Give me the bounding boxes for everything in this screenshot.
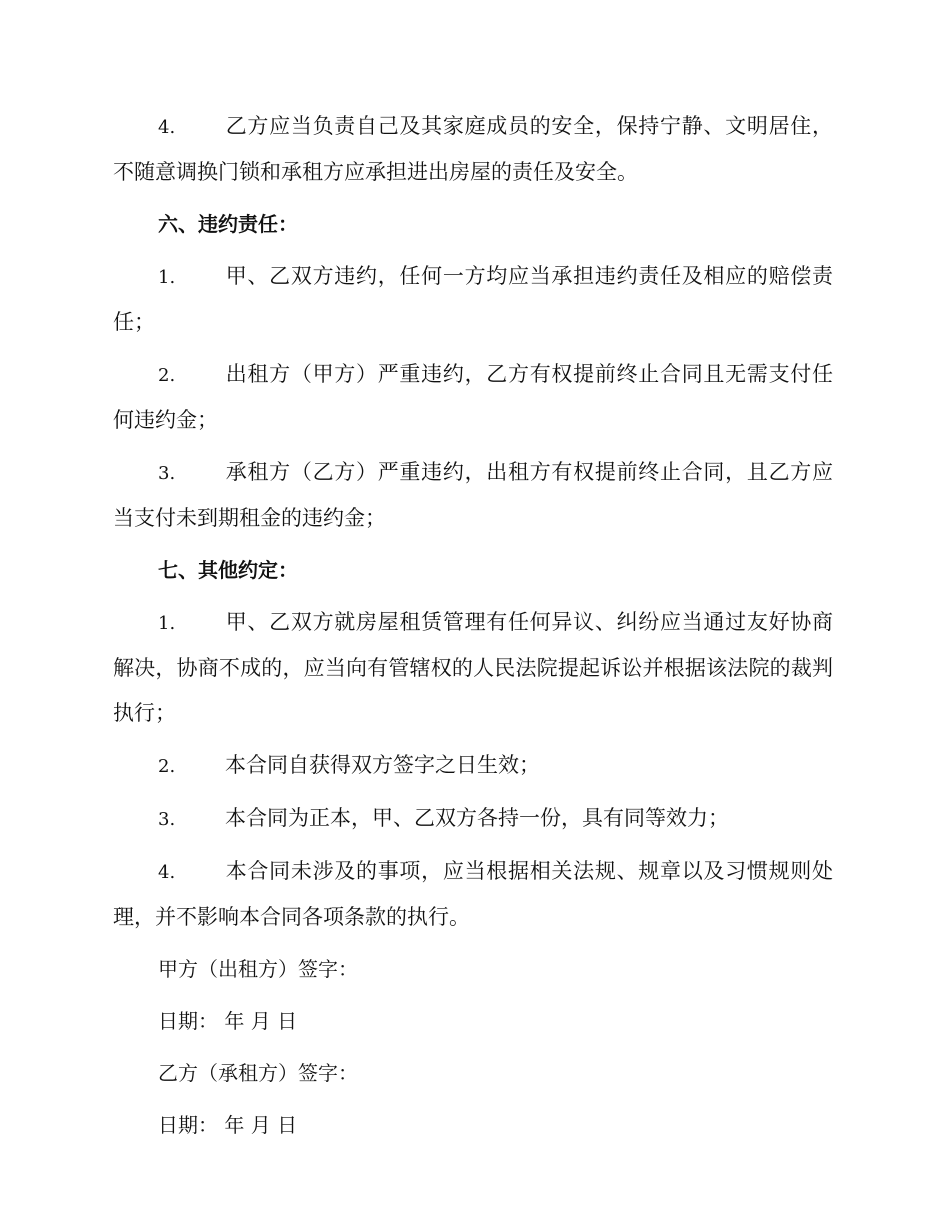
item-number: 2. (158, 756, 176, 777)
item-text: 甲、乙双方就房屋租赁管理有任何异议、纠纷应当通过友好协商解决，协商不成的，应当向有管辖权的人民法院提起诉讼并根据该法院的裁判执行； (113, 610, 833, 725)
party-b-date: 日期： 年 月 日 (158, 1113, 298, 1137)
party-a-signature: 甲方（出租方）签字： (158, 957, 358, 981)
item-number: 3. (158, 809, 176, 830)
item-number: 2. (158, 365, 176, 386)
item-text: 乙方应当负责自己及其家庭成员的安全，保持宁静、文明居住，不随意调换门锁和承租方应承担进出房屋的责任及安全。 (113, 114, 833, 184)
section-6-item-3 (113, 450, 833, 541)
section-6-item-1 (113, 254, 833, 345)
item-text: 承租方（乙方）严重违约，出租方有权提前终止合同，且乙方应当支付未到期租金的违约金； (113, 460, 833, 530)
section-6-item-2 (113, 352, 833, 443)
item-text: 出租方（甲方）严重违约，乙方有权提前终止合同且无需支付任何违约金； (113, 362, 833, 432)
item-text: 本合同自获得双方签字之日生效； (225, 753, 540, 777)
item-number: 1. (158, 267, 176, 288)
section-7-item-2 (113, 743, 833, 789)
section-7-heading: 七、其他约定： (158, 558, 298, 582)
document-body (113, 104, 833, 1155)
section-7-item-4 (113, 849, 833, 940)
item-text: 本合同为正本，甲、乙双方各持一份，具有同等效力； (225, 806, 729, 830)
item-text: 甲、乙双方违约，任何一方均应当承担违约责任及相应的赔偿责任； (113, 264, 833, 334)
party-b-signature: 乙方（承租方）签字： (158, 1061, 358, 1085)
section-7-item-1 (113, 600, 833, 736)
item-number: 4. (158, 117, 176, 138)
item-number: 3. (158, 463, 176, 484)
item-number: 1. (158, 613, 176, 634)
section-6-heading: 六、违约责任： (158, 212, 298, 236)
section-7-item-3 (113, 796, 833, 842)
item-text: 本合同未涉及的事项，应当根据相关法规、规章以及习惯规则处理，并不影响本合同各项条款的执行。 (113, 859, 833, 929)
party-a-date: 日期： 年 月 日 (158, 1009, 298, 1033)
item-number: 4. (158, 862, 176, 883)
clause-5-item-4 (113, 104, 833, 195)
